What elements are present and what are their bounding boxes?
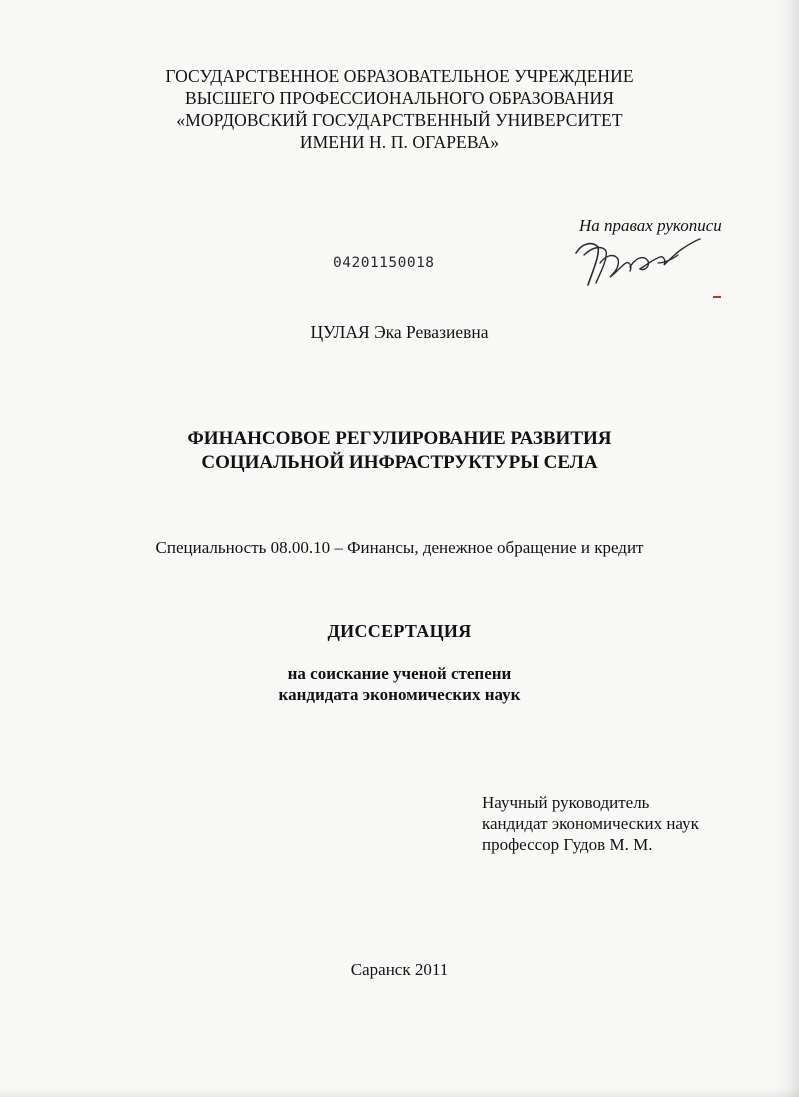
institution-line-2: ВЫСШЕГО ПРОФЕССИОНАЛЬНОГО ОБРАЗОВАНИЯ <box>184 88 615 108</box>
scan-shadow-right <box>775 0 799 1097</box>
degree-line-2: кандидата экономических наук <box>278 685 521 704</box>
manuscript-note: На правах рукописи <box>579 216 722 235</box>
degree-statement <box>0 663 799 705</box>
scan-shadow-bottom <box>0 1087 799 1097</box>
specialty: Специальность 08.00.10 – Финансы, денежное обращение и кредит <box>155 538 644 557</box>
institution-line-1: ГОСУДАРСТВЕННОЕ ОБРАЗОВАТЕЛЬНОЕ УЧРЕЖДЕНИЕ <box>165 66 634 86</box>
advisor-line-3: профессор Гудов М. М. <box>482 835 653 854</box>
document-type: ДИССЕРТАЦИЯ <box>327 621 472 641</box>
institution-line-3: «МОРДОВСКИЙ ГОСУДАРСТВЕННЫЙ УНИВЕРСИТЕТ <box>176 110 623 130</box>
author-name: ЦУЛАЯ Эка Ревазиевна <box>310 322 489 342</box>
advisor-block <box>482 792 699 855</box>
institution-header <box>0 65 799 153</box>
title-line-2: СОЦИАЛЬНОЙ ИНФРАСТРУКТУРЫ СЕЛА <box>201 452 598 473</box>
red-mark <box>713 296 721 298</box>
advisor-line-2: кандидат экономических наук <box>482 814 699 833</box>
signature-icon <box>570 233 710 289</box>
title-line-1: ФИНАНСОВОЕ РЕГУЛИРОВАНИЕ РАЗВИТИЯ <box>187 428 612 449</box>
dissertation-title <box>0 427 799 475</box>
city-year: Саранск 2011 <box>350 960 449 979</box>
advisor-line-1: Научный руководитель <box>482 793 650 812</box>
institution-line-4: ИМЕНИ Н. П. ОГАРЕВА» <box>299 132 500 152</box>
stamp-code: 04201150018 <box>333 255 435 271</box>
degree-line-1: на соискание ученой степени <box>287 664 512 683</box>
